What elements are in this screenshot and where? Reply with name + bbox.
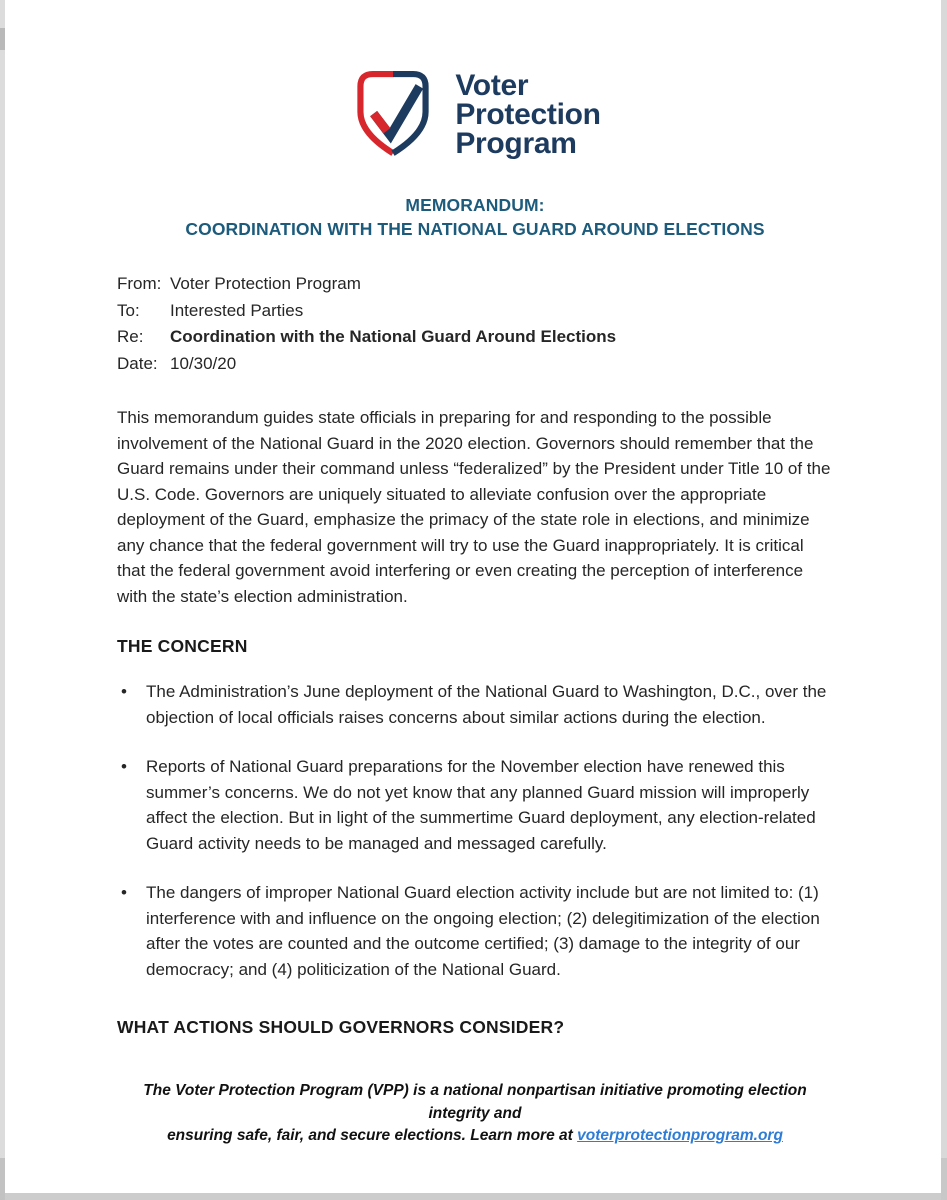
vpp-shield-check-logo-icon [349, 66, 437, 163]
section-heading-actions: WHAT ACTIONS SHOULD GOVERNORS CONSIDER? [117, 1017, 565, 1037]
section-heading-concern: THE CONCERN [117, 636, 248, 656]
vpp-logo [117, 66, 833, 163]
meta-value-re: Coordination with the National Guard Around Elections [170, 327, 617, 346]
meta-label-to: To: [117, 300, 140, 320]
bullet-text: Reports of National Guard preparations for the November election have renewed this summer’s concerns. We do not yet know that any planned Guard mission will improperly affect the election. But in light of the summertime Guard deployment, any election-related Guard activity needs to be managed and messaged carefully. [146, 757, 816, 853]
meta-value-from: Voter Protection Program [170, 274, 361, 293]
bullet-marker: • [121, 682, 127, 701]
meta-label-re: Re: [117, 327, 144, 346]
bullet-item-dc-deployment [117, 679, 833, 730]
meta-row-from [117, 271, 833, 298]
photo-edge-notch-bottom-right [941, 1158, 947, 1200]
memo-footer [117, 1080, 833, 1148]
meta-value-date: 10/30/20 [170, 353, 237, 373]
bullet-text: The Administration’s June deployment of the National Guard to Washington, D.C., over the objection of local officials raises concerns about similar actions during the election. [146, 682, 827, 727]
meta-label-from: From: [117, 274, 162, 293]
concern-bullet-list [117, 679, 833, 982]
bullet-item-dangers [117, 880, 833, 982]
footer-line2 [117, 1125, 833, 1148]
bullet-marker: • [121, 757, 127, 776]
bullet-marker: • [121, 883, 127, 902]
photo-edge-bottom [0, 1193, 947, 1200]
memo-title [117, 193, 833, 241]
memo-meta-block [117, 271, 833, 377]
vpp-website-link[interactable]: voterprotectionprogram.org [577, 1127, 783, 1144]
memo-title-line2: COORDINATION WITH THE NATIONAL GUARD AROUND ELECTIONS [185, 219, 765, 239]
footer-line1: The Voter Protection Program (VPP) is a national nonpartisan initiative promoting election integrity and [143, 1082, 807, 1122]
vpp-logo-wordmark [455, 71, 600, 158]
meta-row-re [117, 324, 833, 351]
logo-word-protection: Protection [455, 98, 601, 131]
meta-label-date: Date: [117, 353, 158, 373]
bullet-item-november-preparations [117, 754, 833, 856]
bullet-text: The dangers of improper National Guard election activity include but are not limited to: (1) interference with and influence on the ongoing election; (2) delegitimization of the election after the votes are counted and the outcome certified; (3) damage to the integrity of our democracy; and (4) politicization of the National Guard. [146, 883, 820, 979]
footer-line2-text: ensuring safe, fair, and secure elections. Learn more at [167, 1127, 578, 1144]
meta-value-to: Interested Parties [170, 300, 304, 320]
logo-word-voter: Voter [455, 69, 529, 102]
photo-edge-notch-bottom-left [0, 1158, 5, 1200]
logo-word-program: Program [455, 127, 577, 160]
meta-row-date [117, 351, 833, 378]
intro-paragraph: This memorandum guides state officials in preparing for and responding to the possible involvement of the National Guard in the 2020 election. Governors should remember that the Guard remains under their command unless “federalized” by the President under Title 10 of the U.S. Code. Governors are uniquely situated to alleviate confusion over the appropriate deployment of the Guard, emphasize the primacy of the state role in elections, and minimize any chance that the federal government will try to use the Guard inappropriately. It is critical that the federal government avoid interfering or even creating the perception of interference with the state’s election administration. [117, 408, 831, 606]
meta-row-to [117, 298, 833, 325]
memo-title-line1: MEMORANDUM: [405, 195, 545, 215]
